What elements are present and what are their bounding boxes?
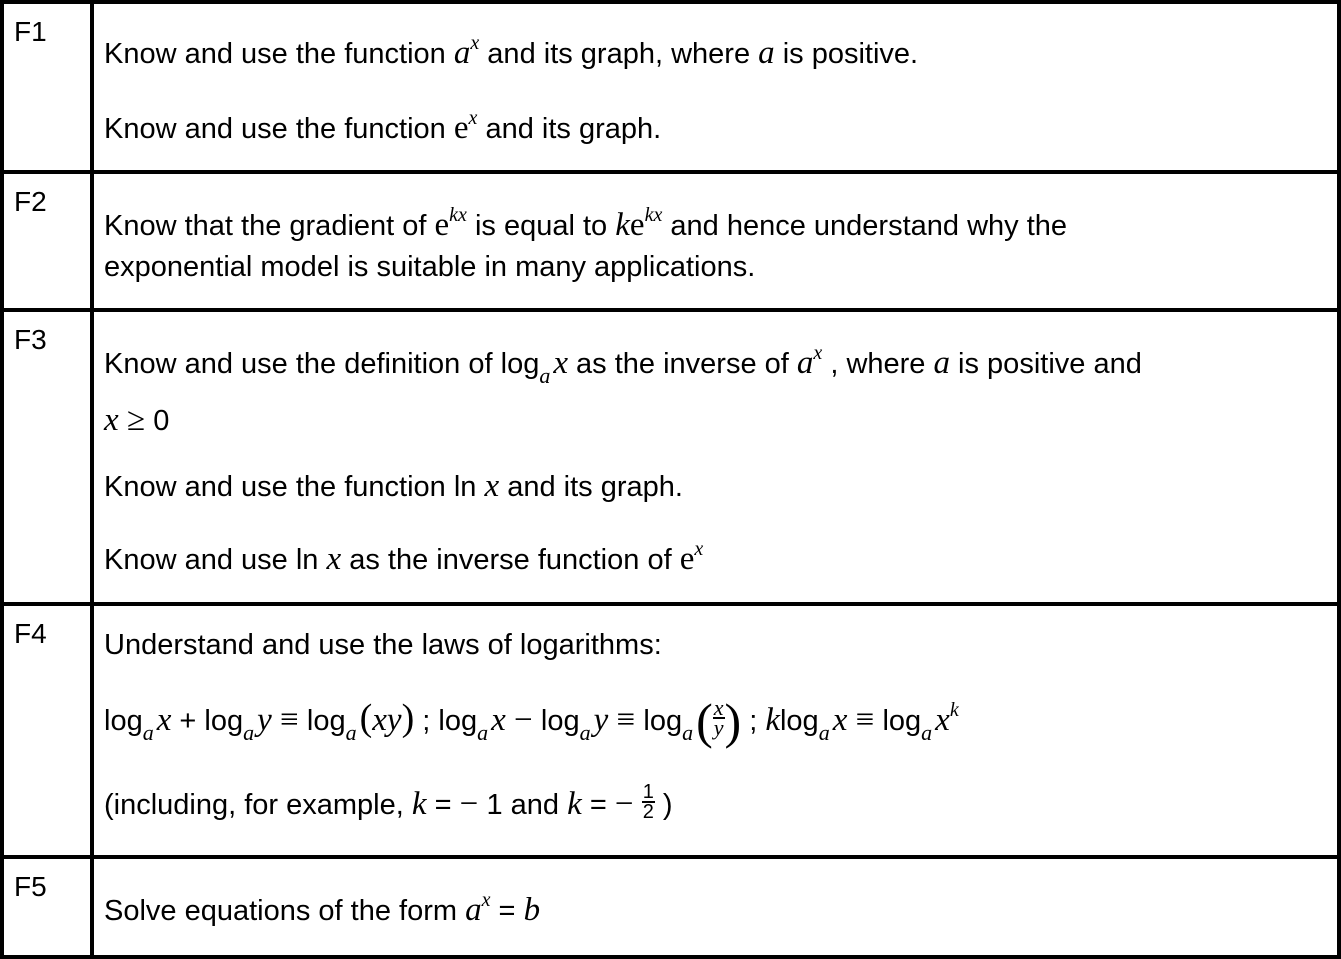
row-divider [0, 602, 1341, 606]
table-border-left [0, 0, 4, 959]
row-f5-line-1: Solve equations of the form $a^x = b$ [104, 889, 541, 928]
fraction-x-over-y: $\frac{x}{y}$ [713, 695, 724, 741]
row-f3-line-3: Know and use the function ln x and its graph. [104, 468, 683, 504]
row-code: F2 [14, 186, 47, 217]
row-f2-line-1: Know that the gradient of $e^{kx}$ is equal to $ke^{kx}$ and hence understand why the [104, 204, 1068, 243]
row-code: F3 [14, 324, 47, 355]
table-border-bottom [0, 955, 1341, 959]
row-f3-line-1: Know and use the definition of $\log_ax$ as the inverse of $a^x$ , where a is positive and [104, 342, 1142, 388]
table-border-right [1337, 0, 1341, 959]
row-code: F1 [14, 16, 47, 47]
row-f4-line-1: Understand and use the laws of logarithms: [104, 629, 662, 661]
row-code: F4 [14, 618, 47, 649]
row-divider [0, 855, 1341, 859]
row-divider [0, 170, 1341, 174]
row-f4-log-laws: $\log_ax + \log_ay \equiv \log_a(xy)$ ; $\log_ax - \log_ay \equiv \log_a$( $\frac{x}{y}$ ) ; $klog_ax \equiv \log_ax^k$ [104, 693, 959, 749]
row-f4-line-3: (including, for example, k = − 1 and k = − $\frac{1}{2}$ ) [104, 781, 673, 824]
row-f2-line-2: exponential model is suitable in many applications. [104, 251, 756, 283]
row-f1-line-1: Know and use the function $a^x$ and its graph, where a is positive. [104, 32, 919, 71]
row-divider [0, 308, 1341, 312]
row-f1-line-2: Know and use the function $e^x$ and its graph. [104, 107, 662, 146]
fraction-one-half: $\frac{1}{2}$ [642, 781, 654, 824]
row-code: F5 [14, 871, 47, 902]
row-f3-line-4: Know and use ln x as the inverse function of $e^x$ [104, 538, 704, 577]
table-border-top [0, 0, 1341, 4]
row-f3-line-2: x ≥ 0 [104, 402, 170, 438]
column-divider [90, 0, 94, 959]
